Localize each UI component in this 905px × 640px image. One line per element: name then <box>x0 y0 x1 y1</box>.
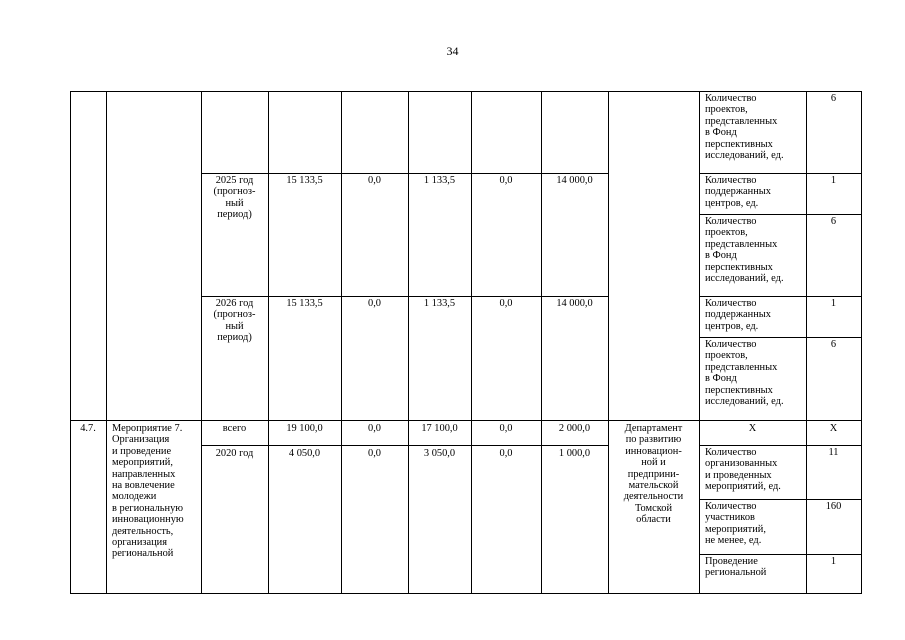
c3-2026: 1 133,5 <box>423 298 456 309</box>
indicator-value: 11 <box>828 447 839 458</box>
indicator-text: Количество поддержанных центров, ед. <box>705 298 771 332</box>
row-border <box>201 173 608 174</box>
row-border <box>201 296 608 297</box>
col-border <box>106 91 107 594</box>
indicator-border <box>699 445 862 446</box>
row-border <box>201 445 608 446</box>
c2-2025: 0,0 <box>368 175 381 186</box>
total-2026: 15 133,5 <box>286 298 323 309</box>
indicator-value: 160 <box>825 501 842 512</box>
c3-2025: 1 133,5 <box>423 175 456 186</box>
indicator-border <box>699 173 862 174</box>
indicator-border <box>699 214 862 215</box>
table-bottom-border <box>70 593 862 594</box>
col-border <box>861 91 862 594</box>
indicator-text: Количество проектов, представленных в Фонд перспективных исследований, ед. <box>705 216 784 285</box>
indicator-x: Х <box>748 423 757 434</box>
indicator-text: Количество поддержанных центров, ед. <box>705 175 771 209</box>
c2-2026: 0,0 <box>368 298 381 309</box>
indicator-text: Количество участников мероприятий, не менее, ед. <box>705 501 766 547</box>
total-2020: 4 050,0 <box>288 448 321 459</box>
period-2025: 2025 год (прогноз- ный период) <box>213 175 256 221</box>
table-top-border <box>70 91 862 92</box>
indicator-value: 1 <box>830 298 837 309</box>
page-number: 34 <box>446 44 459 58</box>
indicator-value: 1 <box>830 556 837 567</box>
measure-name: Мероприятие 7. Организация и проведение мероприятий, направленных на вовлечение молодежи в региональную инновационную деятельность, организация региональной <box>112 423 184 560</box>
col-border <box>699 91 700 594</box>
period-total: всего <box>222 423 247 434</box>
c2-all: 0,0 <box>368 423 381 434</box>
indicator-border <box>699 554 862 555</box>
indicator-border <box>699 499 862 500</box>
indicator-value: 1 <box>830 175 837 186</box>
c5-2020: 1 000,0 <box>558 448 591 459</box>
c5-2025: 14 000,0 <box>556 175 593 186</box>
indicator-value: 6 <box>830 216 837 227</box>
c4-all: 0,0 <box>499 423 513 434</box>
indicator-border <box>699 337 862 338</box>
col-border <box>341 91 342 594</box>
col-border <box>471 91 472 594</box>
period-2026: 2026 год (прогноз- ный период) <box>213 298 256 344</box>
col-border <box>408 91 409 594</box>
indicator-text: Количество проектов, представленных в Фонд перспективных исследований, ед. <box>705 93 784 162</box>
c3-all: 17 100,0 <box>421 423 458 434</box>
indicator-text: Проведение региональной <box>705 556 767 579</box>
c5-2026: 14 000,0 <box>556 298 593 309</box>
c5-all: 2 000,0 <box>558 423 591 434</box>
indicator-border <box>699 296 862 297</box>
total-all: 19 100,0 <box>286 423 323 434</box>
c4-2026: 0,0 <box>499 298 513 309</box>
row-number: 4.7. <box>80 423 96 434</box>
indicator-text: Количество организованных и проведенных мероприятий, ед. <box>705 447 781 493</box>
period-2020: 2020 год <box>215 448 254 459</box>
col-border <box>268 91 269 594</box>
col-border <box>70 91 71 594</box>
col-border <box>541 91 542 594</box>
indicator-value: 6 <box>830 93 837 104</box>
row-border <box>70 420 862 421</box>
indicator-value: 6 <box>830 339 837 350</box>
total-2025: 15 133,5 <box>286 175 323 186</box>
c4-2020: 0,0 <box>499 448 513 459</box>
c4-2025: 0,0 <box>499 175 513 186</box>
indicator-text: Количество проектов, представленных в Фонд перспективных исследований, ед. <box>705 339 784 408</box>
value-x: Х <box>829 423 838 434</box>
executor: Департамент по развитию инновацион- ной и предприни- мательской деятельности Томской области <box>623 423 684 526</box>
c3-2020: 3 050,0 <box>423 448 456 459</box>
c2-2020: 0,0 <box>368 448 381 459</box>
